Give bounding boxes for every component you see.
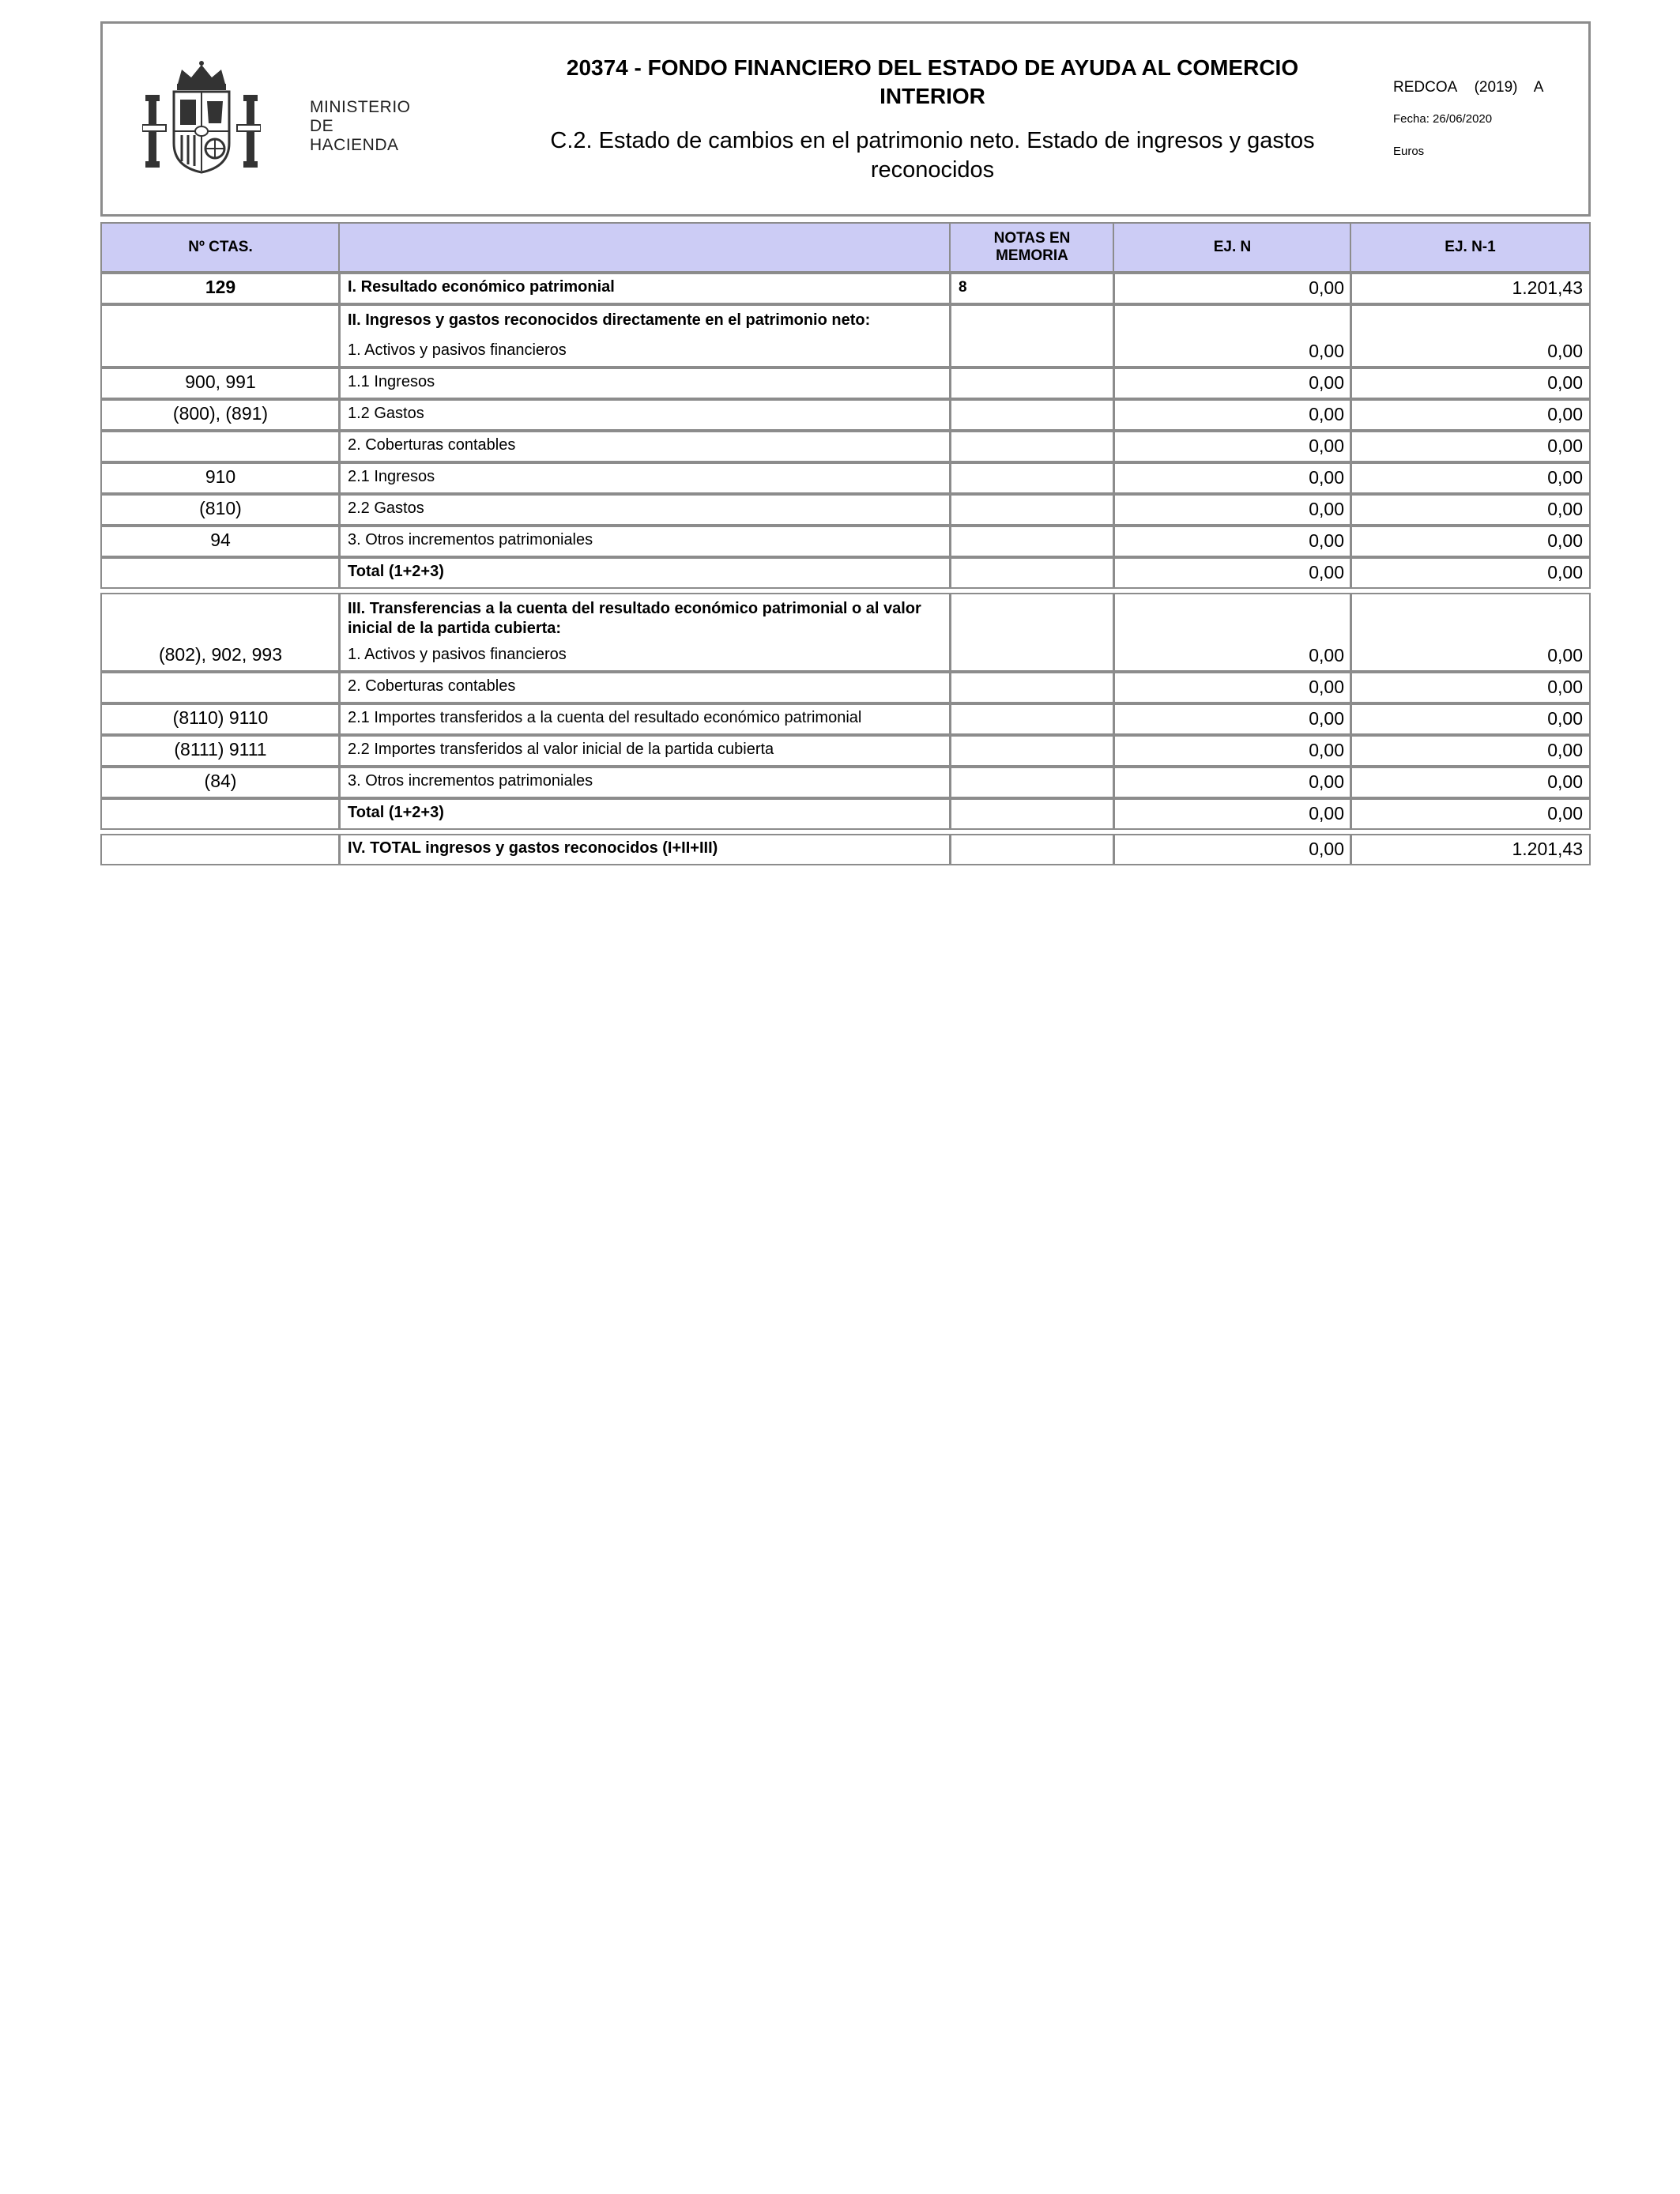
note-cell <box>949 834 1115 865</box>
value-year-n1: 0,00 <box>1547 677 1583 697</box>
value-n-cell <box>1113 593 1352 672</box>
value-n-cell <box>1113 834 1352 865</box>
row-description: 2.2 Importes transferidos al valor inicial de la partida cubierta <box>348 741 774 758</box>
value-n1-cell <box>1350 672 1591 703</box>
account-cell <box>100 368 341 399</box>
row-description: 3. Otros incrementos patrimoniales <box>348 531 593 548</box>
description-cell <box>338 431 951 462</box>
value-year-n1: 0,00 <box>1547 645 1583 665</box>
value-n-cell <box>1113 368 1352 399</box>
note-cell <box>949 368 1115 399</box>
description-cell <box>338 834 951 865</box>
value-year-n: 0,00 <box>1309 435 1344 456</box>
row-description: 1. Activos y pasivos financieros <box>348 341 567 359</box>
note-cell <box>949 593 1115 672</box>
table-row <box>100 526 1591 557</box>
value-n-cell <box>1113 526 1352 557</box>
account-number: (802), 902, 993 <box>158 644 282 665</box>
account-number: (8110) 9110 <box>172 707 269 728</box>
income-expense-table <box>100 222 1591 865</box>
description-cell <box>338 767 951 798</box>
header-notes <box>949 222 1115 273</box>
value-n1-cell <box>1350 767 1591 798</box>
account-cell <box>100 431 341 462</box>
account-number: (800), (891) <box>172 403 269 424</box>
report-meta <box>1393 79 1556 158</box>
account-cell <box>100 273 341 304</box>
value-year-n: 0,00 <box>1309 372 1344 393</box>
row-description: I. Resultado económico patrimonial <box>348 278 615 296</box>
table-row <box>100 368 1591 399</box>
value-year-n1: 0,00 <box>1547 771 1583 792</box>
note-cell <box>949 526 1115 557</box>
account-number: 94 <box>210 530 231 550</box>
report-currency: Euros <box>1393 145 1425 158</box>
value-year-n: 0,00 <box>1309 708 1344 729</box>
value-year-n: 0,00 <box>1309 277 1344 298</box>
note-cell <box>949 703 1115 735</box>
note-cell <box>949 672 1115 703</box>
value-n1-cell <box>1350 431 1591 462</box>
row-description: 2.1 Importes transferidos a la cuenta del resultado económico patrimonial <box>348 709 862 726</box>
value-n-cell <box>1113 735 1352 767</box>
value-year-n: 0,00 <box>1309 645 1344 665</box>
section-heading: III. Transferencias a la cuenta del resultado económico patrimonial o al valor inicial de la partida cubierta: <box>348 600 921 637</box>
table-row <box>100 703 1591 735</box>
report-code-line <box>1393 79 1556 96</box>
value-n1-cell <box>1350 494 1591 526</box>
value-n1-cell <box>1350 526 1591 557</box>
note-cell <box>949 304 1115 368</box>
value-n-cell <box>1113 431 1352 462</box>
row-description: 1. Activos y pasivos financieros <box>348 646 567 663</box>
table-row <box>100 462 1591 494</box>
value-year-n1: 1.201,43 <box>1512 839 1583 859</box>
header-year-n1: EJ. N-1 <box>1350 222 1591 273</box>
value-n1-cell <box>1350 399 1591 431</box>
table-row-grand-total <box>100 834 1591 865</box>
description-cell <box>338 735 951 767</box>
value-n1-cell <box>1350 735 1591 767</box>
table-row <box>100 494 1591 526</box>
description-cell <box>338 672 951 703</box>
value-n-cell <box>1113 703 1352 735</box>
note-cell <box>949 399 1115 431</box>
header-notes-line-1: NOTAS EN <box>993 230 1071 247</box>
row-description: 2.1 Ingresos <box>348 468 435 485</box>
report-title: 20374 - FONDO FINANCIERO DEL ESTADO DE AYUDA AL COMERCIO INTERIOR <box>566 55 1299 108</box>
account-cell <box>100 735 341 767</box>
row-description: 1.1 Ingresos <box>348 373 435 390</box>
value-year-n: 0,00 <box>1309 771 1344 792</box>
note-cell <box>949 494 1115 526</box>
table-row <box>100 593 1591 672</box>
report-year: (2019) <box>1474 79 1518 96</box>
note-cell <box>949 462 1115 494</box>
value-n-cell <box>1113 798 1352 830</box>
value-year-n: 0,00 <box>1309 677 1344 697</box>
value-year-n1: 0,00 <box>1547 341 1583 361</box>
row-description: 2. Coberturas contables <box>348 436 516 454</box>
value-n1-cell <box>1350 462 1591 494</box>
description-cell <box>338 593 951 672</box>
value-n1-cell <box>1350 798 1591 830</box>
header-year-n: EJ. N <box>1113 222 1352 273</box>
value-year-n: 0,00 <box>1309 562 1344 582</box>
value-year-n: 0,00 <box>1309 803 1344 824</box>
header-accounts: Nº CTAS. <box>100 222 341 273</box>
row-description: 3. Otros incrementos patrimoniales <box>348 772 593 790</box>
table-header-row <box>100 222 1591 273</box>
value-year-n: 0,00 <box>1309 740 1344 760</box>
value-n1-cell <box>1350 703 1591 735</box>
account-cell <box>100 494 341 526</box>
note-cell <box>949 431 1115 462</box>
account-number: 910 <box>205 466 236 487</box>
account-number: (810) <box>199 498 242 518</box>
row-description: Total (1+2+3) <box>348 804 444 821</box>
value-n-cell <box>1113 399 1352 431</box>
value-year-n1: 0,00 <box>1547 467 1583 488</box>
account-number: 129 <box>205 277 236 297</box>
report-subtitle: C.2. Estado de cambios en el patrimonio neto. Estado de ingresos y gastos reconocidos <box>550 128 1315 183</box>
account-cell <box>100 767 341 798</box>
account-number: (84) <box>204 771 237 791</box>
account-cell <box>100 304 341 368</box>
value-n1-cell <box>1350 304 1591 368</box>
row-description: Total (1+2+3) <box>348 563 444 580</box>
value-year-n: 0,00 <box>1309 341 1344 361</box>
value-year-n1: 0,00 <box>1547 372 1583 393</box>
value-n-cell <box>1113 304 1352 368</box>
account-cell <box>100 526 341 557</box>
value-n1-cell <box>1350 273 1591 304</box>
table-row <box>100 273 1591 304</box>
row-description: 1.2 Gastos <box>348 405 424 422</box>
value-year-n1: 1.201,43 <box>1512 277 1583 298</box>
account-cell <box>100 834 341 865</box>
value-year-n1: 0,00 <box>1547 708 1583 729</box>
value-year-n1: 0,00 <box>1547 803 1583 824</box>
account-cell <box>100 672 341 703</box>
table-row <box>100 672 1591 703</box>
value-year-n: 0,00 <box>1309 499 1344 519</box>
section-heading: II. Ingresos y gastos reconocidos directamente en el patrimonio neto: <box>348 311 871 329</box>
value-year-n1: 0,00 <box>1547 435 1583 456</box>
value-n1-cell <box>1350 834 1591 865</box>
description-cell <box>338 368 951 399</box>
table-row <box>100 735 1591 767</box>
value-n1-cell <box>1350 593 1591 672</box>
description-cell <box>338 557 951 589</box>
account-cell <box>100 462 341 494</box>
description-cell <box>338 526 951 557</box>
account-cell <box>100 798 341 830</box>
table-row <box>100 431 1591 462</box>
account-cell <box>100 593 341 672</box>
table-row <box>100 399 1591 431</box>
account-cell <box>100 703 341 735</box>
note-reference: 8 <box>959 279 967 296</box>
value-year-n1: 0,00 <box>1547 499 1583 519</box>
ministry-logo <box>142 60 411 179</box>
value-year-n1: 0,00 <box>1547 740 1583 760</box>
report-code: REDCOA <box>1393 79 1458 96</box>
value-n-cell <box>1113 273 1352 304</box>
value-n-cell <box>1113 767 1352 798</box>
description-cell <box>338 703 951 735</box>
header-notes-line-2: MEMORIA <box>996 247 1068 264</box>
description-cell <box>338 304 951 368</box>
value-year-n: 0,00 <box>1309 839 1344 859</box>
account-number: (8111) 9111 <box>174 739 267 760</box>
value-year-n: 0,00 <box>1309 530 1344 551</box>
value-year-n1: 0,00 <box>1547 562 1583 582</box>
ministry-name <box>310 98 411 155</box>
value-year-n: 0,00 <box>1309 467 1344 488</box>
table-row-total <box>100 557 1591 589</box>
value-n-cell <box>1113 494 1352 526</box>
value-n-cell <box>1113 462 1352 494</box>
description-cell <box>338 494 951 526</box>
note-cell <box>949 273 1115 304</box>
value-n1-cell <box>1350 557 1591 589</box>
value-n1-cell <box>1350 368 1591 399</box>
row-description: IV. TOTAL ingresos y gastos reconocidos (I+II+III) <box>348 839 718 857</box>
coat-of-arms-icon <box>142 60 261 179</box>
value-year-n1: 0,00 <box>1547 404 1583 424</box>
table-row <box>100 304 1591 368</box>
table-row <box>100 767 1591 798</box>
report-date: Fecha: 26/06/2020 <box>1393 112 1493 126</box>
description-cell <box>338 462 951 494</box>
ministry-line-2: DE HACIENDA <box>310 117 399 154</box>
value-year-n: 0,00 <box>1309 404 1344 424</box>
note-cell <box>949 798 1115 830</box>
note-cell <box>949 557 1115 589</box>
ministry-line-1: MINISTERIO <box>310 98 411 116</box>
description-cell <box>338 273 951 304</box>
value-n-cell <box>1113 557 1352 589</box>
note-cell <box>949 767 1115 798</box>
description-cell <box>338 399 951 431</box>
row-description: 2.2 Gastos <box>348 499 424 517</box>
report-suffix: A <box>1533 79 1544 96</box>
account-number: 900, 991 <box>185 371 256 392</box>
table-row-total <box>100 798 1591 830</box>
value-year-n1: 0,00 <box>1547 530 1583 551</box>
report-header <box>100 21 1591 217</box>
description-cell <box>338 798 951 830</box>
value-n-cell <box>1113 672 1352 703</box>
account-cell <box>100 399 341 431</box>
account-cell <box>100 557 341 589</box>
row-description: 2. Coberturas contables <box>348 677 516 695</box>
note-cell <box>949 735 1115 767</box>
header-description <box>338 222 951 273</box>
